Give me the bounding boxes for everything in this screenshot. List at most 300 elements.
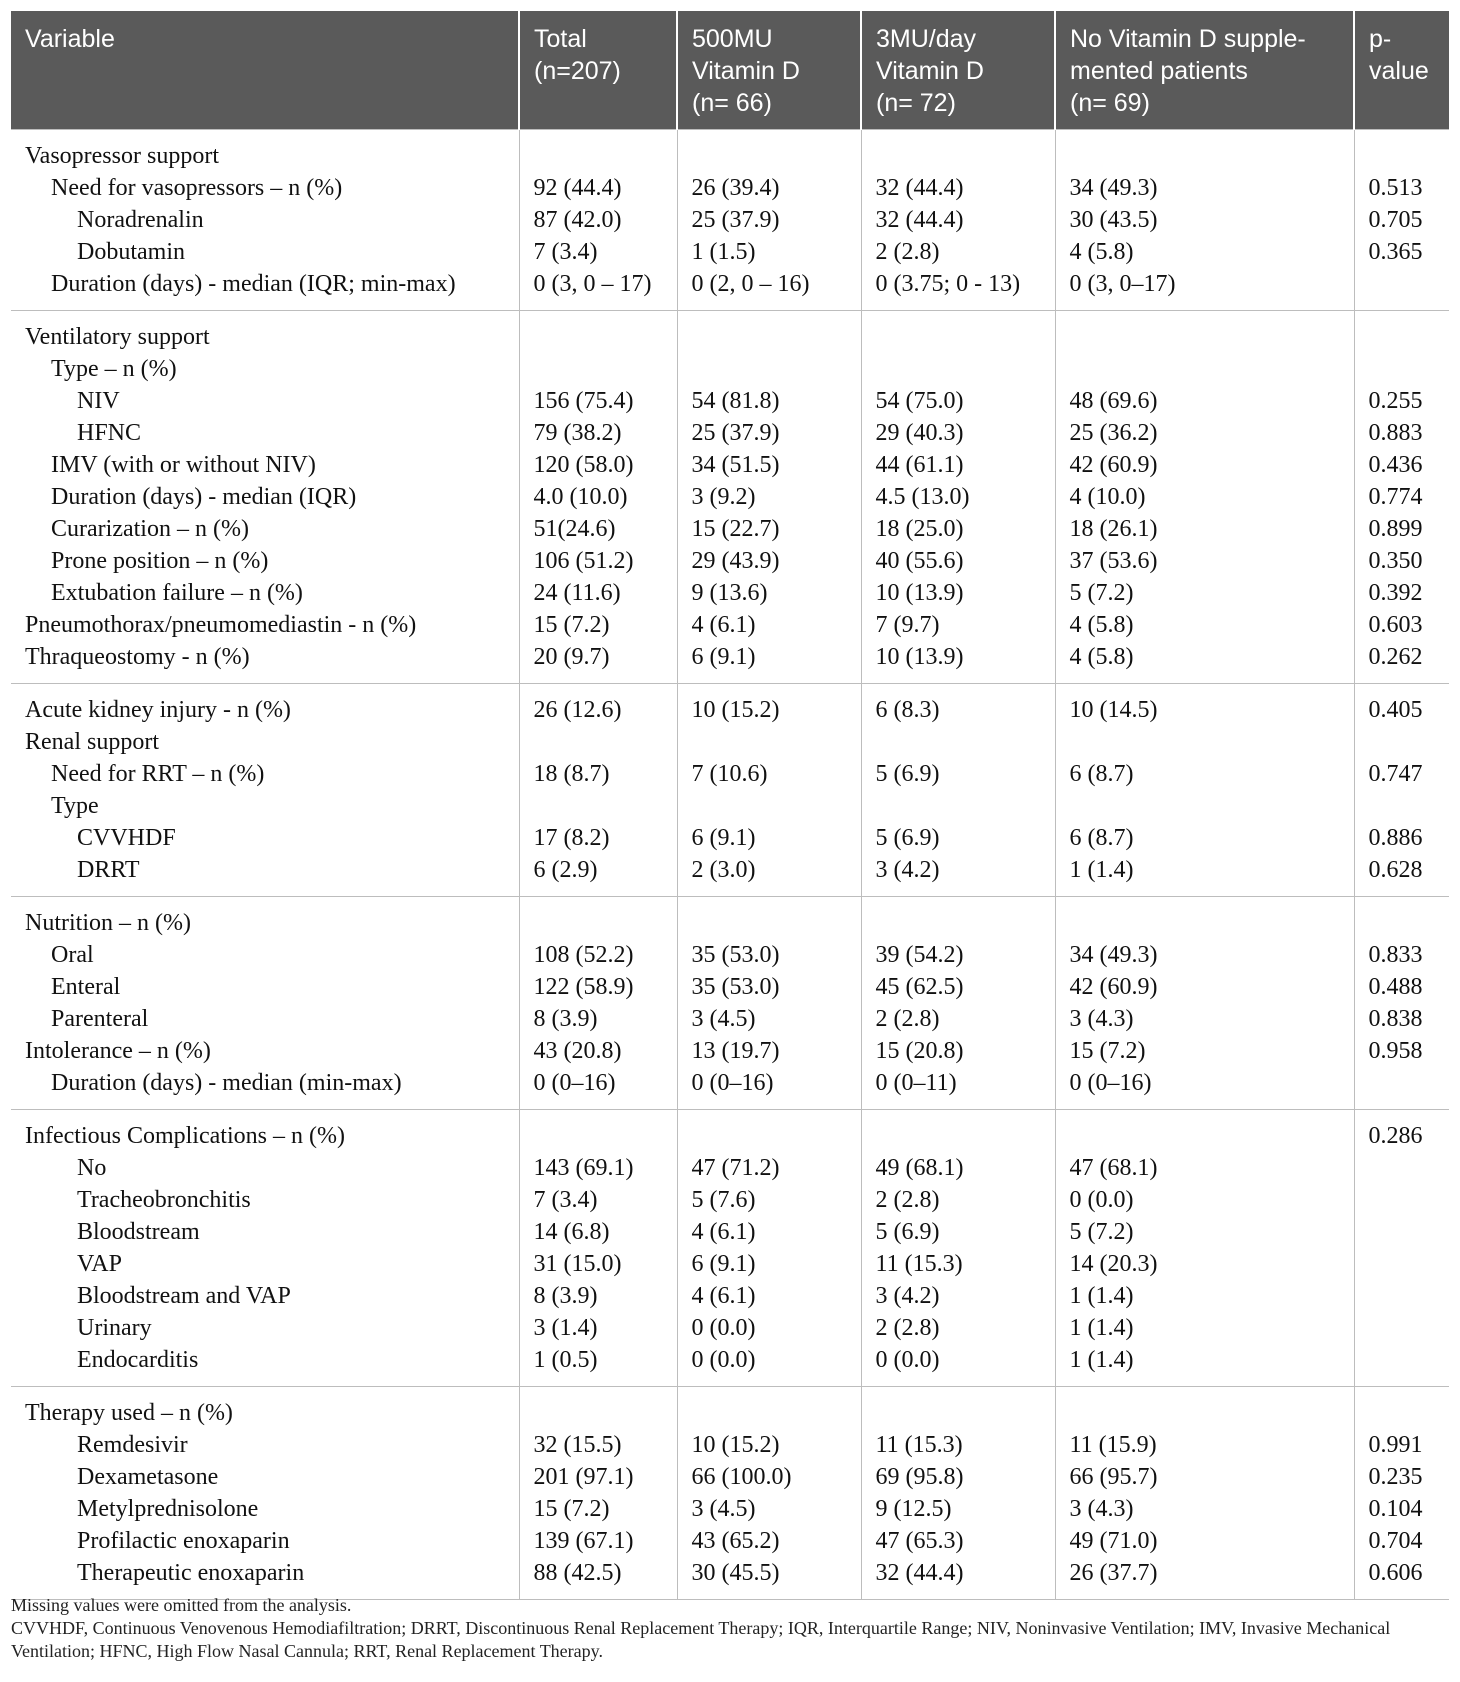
header-line: 3MU/day (876, 25, 977, 53)
cell-value: 47 (68.1) (1069, 1155, 1158, 1181)
cell-value: 4.5 (13.0) (875, 484, 970, 510)
variable-cell (11, 790, 519, 822)
variable-label: Type – n (%) (51, 356, 177, 382)
variable-cell (11, 1216, 519, 1248)
variable-cell (11, 1525, 519, 1557)
cell-value: 3 (4.3) (1069, 1006, 1134, 1032)
variable-label: IMV (with or without NIV) (51, 452, 316, 478)
cell-value: 9 (12.5) (875, 1496, 952, 1522)
value-cell (677, 236, 861, 268)
variable-cell (11, 1035, 519, 1067)
value-cell (861, 1110, 1055, 1153)
cell-value: 37 (53.6) (1069, 548, 1158, 574)
cell-value: 2 (2.8) (875, 239, 940, 265)
value-cell (1055, 385, 1354, 417)
variable-label: Curarization – n (%) (51, 516, 249, 542)
value-cell (677, 1216, 861, 1248)
cell-value: 5 (7.6) (691, 1187, 756, 1213)
cell-value: 0.286 (1368, 1123, 1423, 1149)
cell-value: 5 (6.9) (875, 761, 940, 787)
value-cell (677, 353, 861, 385)
value-cell (1354, 1387, 1449, 1430)
value-cell (861, 1280, 1055, 1312)
cell-value: 92 (44.4) (533, 175, 622, 201)
cell-value: 11 (15.3) (875, 1432, 963, 1458)
table-section (11, 311, 1449, 684)
table-section (11, 684, 1449, 897)
cell-value: 9 (13.6) (691, 580, 768, 606)
value-cell (1055, 1067, 1354, 1110)
value-cell (1055, 130, 1354, 173)
cell-value: 8 (3.9) (533, 1283, 598, 1309)
value-cell (861, 684, 1055, 727)
cell-value: 0.747 (1368, 761, 1423, 787)
cell-value: 5 (7.2) (1069, 1219, 1134, 1245)
variable-label: Parenteral (51, 1006, 149, 1032)
cell-value: 0.235 (1368, 1464, 1423, 1490)
value-cell (1354, 1035, 1449, 1067)
variable-label: Renal support (25, 729, 159, 755)
cell-value: 5 (6.9) (875, 1219, 940, 1245)
value-cell (861, 822, 1055, 854)
variable-label: Bloodstream and VAP (77, 1283, 291, 1309)
value-cell (861, 1312, 1055, 1344)
value-cell (677, 726, 861, 758)
cell-value: 1 (1.4) (1069, 1315, 1134, 1341)
variable-label: Type (51, 793, 99, 819)
value-cell (1354, 1248, 1449, 1280)
value-cell (1354, 1216, 1449, 1248)
value-cell (1055, 641, 1354, 684)
cell-value: 14 (6.8) (533, 1219, 610, 1245)
value-cell (1055, 268, 1354, 311)
value-cell (677, 641, 861, 684)
table-row (11, 1248, 1449, 1280)
variable-label: HFNC (77, 420, 142, 446)
cell-value: 0.603 (1368, 612, 1423, 638)
variable-cell (11, 385, 519, 417)
variable-cell (11, 684, 519, 727)
value-cell (677, 897, 861, 940)
cell-value: 29 (40.3) (875, 420, 964, 446)
value-cell (861, 417, 1055, 449)
cell-value: 0.991 (1368, 1432, 1423, 1458)
value-cell (519, 385, 677, 417)
cell-value: 0.488 (1368, 974, 1423, 1000)
value-cell (1055, 1216, 1354, 1248)
cell-value: 69 (95.8) (875, 1464, 964, 1490)
value-cell (1055, 1525, 1354, 1557)
value-cell (861, 1429, 1055, 1461)
value-cell (519, 172, 677, 204)
cell-value: 18 (25.0) (875, 516, 964, 542)
value-cell (1055, 1387, 1354, 1430)
value-cell (677, 1312, 861, 1344)
variable-label: No (77, 1155, 107, 1181)
value-cell (519, 971, 677, 1003)
cell-value: 0.958 (1368, 1038, 1423, 1064)
table-row (11, 684, 1449, 727)
value-cell (861, 204, 1055, 236)
cell-value: 32 (44.4) (875, 1560, 964, 1586)
value-cell (861, 268, 1055, 311)
value-cell (861, 1003, 1055, 1035)
value-cell (519, 609, 677, 641)
value-cell (1354, 1280, 1449, 1312)
variable-cell (11, 449, 519, 481)
variable-cell (11, 130, 519, 173)
variable-cell (11, 758, 519, 790)
variable-label: Therapy used – n (%) (25, 1400, 233, 1426)
cell-value: 11 (15.3) (875, 1251, 963, 1277)
variable-label: Acute kidney injury - n (%) (25, 697, 291, 723)
variable-label: DRRT (77, 857, 140, 883)
cell-value: 7 (10.6) (691, 761, 768, 787)
variable-label: Enteral (51, 974, 121, 1000)
variable-cell (11, 1387, 519, 1430)
value-cell (1354, 1429, 1449, 1461)
table-section (11, 1110, 1449, 1387)
value-cell (519, 939, 677, 971)
value-cell (519, 790, 677, 822)
cell-value: 0 (0.0) (1069, 1187, 1134, 1213)
cell-value: 20 (9.7) (533, 644, 610, 670)
value-cell (1055, 684, 1354, 727)
value-cell (1055, 417, 1354, 449)
value-cell (519, 481, 677, 513)
value-cell (519, 1067, 677, 1110)
table-row (11, 1344, 1449, 1387)
value-cell (1354, 353, 1449, 385)
cell-value: 26 (39.4) (691, 175, 780, 201)
value-cell (861, 1461, 1055, 1493)
value-cell (1354, 822, 1449, 854)
cell-value: 25 (37.9) (691, 207, 780, 233)
cell-value: 4.0 (10.0) (533, 484, 628, 510)
cell-value: 42 (60.9) (1069, 452, 1158, 478)
cell-value: 4 (5.8) (1069, 239, 1134, 265)
variable-label: Therapeutic enoxaparin (77, 1560, 305, 1586)
variable-cell (11, 641, 519, 684)
value-cell (1055, 790, 1354, 822)
value-cell (1055, 513, 1354, 545)
value-cell (677, 311, 861, 354)
table-row (11, 1429, 1449, 1461)
value-cell (1354, 1344, 1449, 1387)
value-cell (1354, 1003, 1449, 1035)
value-cell (677, 577, 861, 609)
table-section (11, 130, 1449, 311)
value-cell (1055, 1461, 1354, 1493)
variable-cell (11, 353, 519, 385)
value-cell (861, 1067, 1055, 1110)
cell-value: 0.365 (1368, 239, 1423, 265)
value-cell (1354, 1152, 1449, 1184)
cell-value: 3 (9.2) (691, 484, 756, 510)
footnote-missing-values: Missing values were omitted from the analysis. (11, 1595, 352, 1615)
variable-cell (11, 609, 519, 641)
cell-value: 34 (49.3) (1069, 942, 1158, 968)
cell-value: 42 (60.9) (1069, 974, 1158, 1000)
cell-value: 6 (9.1) (691, 825, 756, 851)
value-cell (519, 684, 677, 727)
value-cell (1354, 1312, 1449, 1344)
value-cell (1354, 758, 1449, 790)
variable-label: CVVHDF (77, 825, 176, 851)
variable-label: Duration (days) - median (IQR) (51, 484, 357, 510)
value-cell (1055, 1280, 1354, 1312)
table-section (11, 897, 1449, 1110)
value-cell (677, 939, 861, 971)
variable-label: Profilactic enoxaparin (77, 1528, 290, 1554)
cell-value: 48 (69.6) (1069, 388, 1158, 414)
value-cell (677, 1067, 861, 1110)
value-cell (519, 1110, 677, 1153)
value-cell (1055, 481, 1354, 513)
cell-value: 143 (69.1) (533, 1155, 634, 1181)
value-cell (1354, 204, 1449, 236)
value-cell (1354, 939, 1449, 971)
value-cell (861, 854, 1055, 897)
cell-value: 0.705 (1368, 207, 1423, 233)
cell-value: 1 (1.4) (1069, 1283, 1134, 1309)
cell-value: 0.886 (1368, 825, 1423, 851)
value-cell (677, 449, 861, 481)
table-row (11, 1280, 1449, 1312)
table-row (11, 204, 1449, 236)
value-cell (861, 172, 1055, 204)
cell-value: 54 (75.0) (875, 388, 964, 414)
cell-value: 1 (1.4) (1069, 857, 1134, 883)
value-cell (519, 758, 677, 790)
cell-value: 3 (4.3) (1069, 1496, 1134, 1522)
table-footnotes (11, 1594, 1449, 1663)
value-cell (861, 609, 1055, 641)
value-cell (861, 1493, 1055, 1525)
cell-value: 18 (8.7) (533, 761, 610, 787)
variable-cell (11, 311, 519, 354)
cell-value: 87 (42.0) (533, 207, 622, 233)
value-cell (1354, 449, 1449, 481)
variable-label: Duration (days) - median (min-max) (51, 1070, 402, 1096)
variable-cell (11, 268, 519, 311)
cell-value: 3 (1.4) (533, 1315, 598, 1341)
header-line: p- (1369, 25, 1392, 53)
table-row (11, 1387, 1449, 1430)
value-cell (1354, 726, 1449, 758)
cell-value: 0 (0.0) (691, 1315, 756, 1341)
table-row (11, 449, 1449, 481)
value-cell (1354, 545, 1449, 577)
value-cell (519, 1216, 677, 1248)
variable-label: Pneumothorax/pneumomediastin - n (%) (25, 612, 417, 638)
header-line: (n=207) (534, 57, 621, 85)
header-line: (n= 69) (1070, 89, 1150, 117)
variable-label: Ventilatory support (25, 324, 210, 350)
cell-value: 7 (3.4) (533, 1187, 598, 1213)
cell-value: 18 (26.1) (1069, 516, 1158, 542)
value-cell (1055, 1152, 1354, 1184)
value-cell (1055, 1248, 1354, 1280)
value-cell (1055, 1344, 1354, 1387)
value-cell (1354, 609, 1449, 641)
cell-value: 0.606 (1368, 1560, 1423, 1586)
value-cell (1055, 353, 1354, 385)
cell-value: 0.704 (1368, 1528, 1423, 1554)
cell-value: 5 (7.2) (1069, 580, 1134, 606)
variable-label: Noradrenalin (77, 207, 204, 233)
cell-value: 0.774 (1368, 484, 1423, 510)
cell-value: 14 (20.3) (1069, 1251, 1158, 1277)
value-cell (1055, 758, 1354, 790)
variable-label: Prone position – n (%) (51, 548, 269, 574)
value-cell (1055, 726, 1354, 758)
cell-value: 0 (2, 0 – 16) (691, 271, 810, 297)
value-cell (861, 481, 1055, 513)
variable-cell (11, 481, 519, 513)
cell-value: 139 (67.1) (533, 1528, 634, 1554)
header-line: Total (534, 25, 587, 53)
value-cell (677, 1525, 861, 1557)
cell-value: 79 (38.2) (533, 420, 622, 446)
cell-value: 6 (8.7) (1069, 825, 1134, 851)
table-row (11, 417, 1449, 449)
cell-value: 4 (5.8) (1069, 644, 1134, 670)
table-section (11, 1387, 1449, 1600)
value-cell (677, 1429, 861, 1461)
variable-cell (11, 236, 519, 268)
value-cell (1055, 311, 1354, 354)
value-cell (1354, 172, 1449, 204)
cell-value: 0 (0–11) (875, 1070, 957, 1096)
value-cell (861, 1184, 1055, 1216)
cell-value: 0.513 (1368, 175, 1423, 201)
value-cell (519, 854, 677, 897)
cell-value: 0 (0.0) (875, 1347, 940, 1373)
cell-value: 47 (65.3) (875, 1528, 964, 1554)
value-cell (1354, 1184, 1449, 1216)
cell-value: 0.838 (1368, 1006, 1423, 1032)
cell-value: 32 (44.4) (875, 207, 964, 233)
value-cell (1354, 1110, 1449, 1153)
cell-value: 122 (58.9) (533, 974, 634, 1000)
value-cell (861, 513, 1055, 545)
value-cell (861, 1344, 1055, 1387)
value-cell (1354, 854, 1449, 897)
value-cell (519, 1312, 677, 1344)
value-cell (677, 172, 861, 204)
table-header (11, 11, 1449, 130)
variable-cell (11, 971, 519, 1003)
variable-label: Bloodstream (77, 1219, 200, 1245)
value-cell (1055, 172, 1354, 204)
value-cell (677, 822, 861, 854)
cell-value: 6 (2.9) (533, 857, 598, 883)
value-cell (519, 353, 677, 385)
variable-cell (11, 513, 519, 545)
value-cell (861, 971, 1055, 1003)
cell-value: 6 (9.1) (691, 644, 756, 670)
value-cell (1055, 854, 1354, 897)
cell-value: 25 (36.2) (1069, 420, 1158, 446)
value-cell (861, 385, 1055, 417)
value-cell (1354, 236, 1449, 268)
table-row (11, 311, 1449, 354)
value-cell (1055, 971, 1354, 1003)
table-row (11, 1493, 1449, 1525)
value-cell (677, 1110, 861, 1153)
cell-value: 15 (7.2) (533, 1496, 610, 1522)
value-cell (677, 268, 861, 311)
variable-label: Remdesivir (77, 1432, 188, 1458)
variable-label: NIV (77, 388, 120, 414)
value-cell (519, 236, 677, 268)
value-cell (519, 897, 677, 940)
cell-value: 17 (8.2) (533, 825, 610, 851)
value-cell (519, 1035, 677, 1067)
variable-cell (11, 1003, 519, 1035)
cell-value: 0 (0–16) (1069, 1070, 1152, 1096)
table-row (11, 513, 1449, 545)
table-row (11, 1003, 1449, 1035)
cell-value: 35 (53.0) (691, 974, 780, 1000)
value-cell (861, 130, 1055, 173)
variable-label: Urinary (77, 1315, 152, 1341)
table-row (11, 1461, 1449, 1493)
cell-value: 31 (15.0) (533, 1251, 622, 1277)
cell-value: 43 (65.2) (691, 1528, 780, 1554)
cell-value: 3 (4.2) (875, 857, 940, 883)
value-cell (677, 1152, 861, 1184)
cell-value: 3 (4.5) (691, 1496, 756, 1522)
table-row (11, 1525, 1449, 1557)
value-cell (677, 1184, 861, 1216)
value-cell (861, 1035, 1055, 1067)
table-row (11, 971, 1449, 1003)
header-variable (11, 11, 519, 130)
cell-value: 0 (3, 0–17) (1069, 271, 1176, 297)
value-cell (519, 1248, 677, 1280)
value-cell (1354, 1493, 1449, 1525)
value-cell (677, 1387, 861, 1430)
value-cell (1055, 897, 1354, 940)
variable-cell (11, 417, 519, 449)
cell-value: 10 (13.9) (875, 580, 964, 606)
value-cell (677, 204, 861, 236)
value-cell (519, 204, 677, 236)
cell-value: 51(24.6) (533, 516, 616, 542)
value-cell (1354, 684, 1449, 727)
footnote-abbreviations-continued: Ventilation; HFNC, High Flow Nasal Cannula; RRT, Renal Replacement Therapy. (11, 1641, 603, 1661)
variable-label: Oral (51, 942, 94, 968)
value-cell (519, 1152, 677, 1184)
cell-value: 7 (3.4) (533, 239, 598, 265)
value-cell (677, 1003, 861, 1035)
header-p-value (1354, 11, 1449, 130)
value-cell (1354, 417, 1449, 449)
table-row (11, 1067, 1449, 1110)
variable-cell (11, 1184, 519, 1216)
cell-value: 0.392 (1368, 580, 1423, 606)
table-row (11, 897, 1449, 940)
cell-value: 201 (97.1) (533, 1464, 634, 1490)
value-cell (861, 449, 1055, 481)
variable-cell (11, 1493, 519, 1525)
cell-value: 0.104 (1368, 1496, 1423, 1522)
header-total (519, 11, 677, 130)
table-row (11, 939, 1449, 971)
value-cell (861, 1152, 1055, 1184)
